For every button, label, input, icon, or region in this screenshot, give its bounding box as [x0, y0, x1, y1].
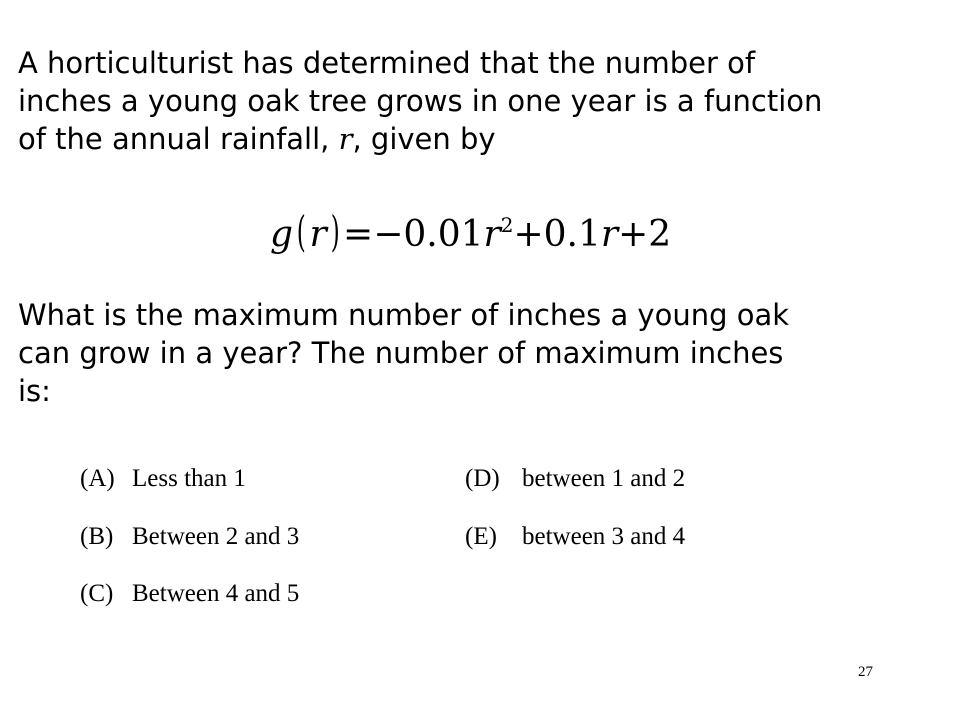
growth-function-equation	[270, 200, 671, 260]
option-c-letter: (C)	[80, 580, 114, 607]
option-d-text: between 1 and 2	[522, 465, 686, 492]
option-b	[80, 522, 299, 552]
equation-close-paren: )	[330, 207, 340, 256]
option-c-text: Between 4 and 5	[132, 580, 300, 607]
equation-constant: +2	[618, 214, 672, 255]
equation-open-paren: (	[296, 207, 306, 256]
option-a	[80, 464, 246, 494]
equation-function-name: g	[270, 214, 294, 255]
question-intro	[18, 44, 948, 158]
rainfall-variable: r	[338, 122, 353, 156]
option-e	[465, 522, 685, 552]
question-line-3-end: , given by	[352, 122, 496, 156]
option-d-letter: (D)	[465, 465, 500, 492]
equation-equals-term: =−0.01	[343, 214, 484, 255]
equation-variable: r	[309, 214, 327, 255]
question-line-2: inches a young oak tree grows in one year is a function	[18, 84, 823, 118]
option-d	[465, 464, 685, 494]
equation-exponent: 2	[500, 213, 514, 237]
equation-linear-coefficient: +0.1	[513, 214, 601, 255]
option-b-letter: (B)	[80, 523, 114, 550]
question-line-3	[18, 120, 948, 158]
option-a-letter: (A)	[80, 465, 115, 492]
option-e-text: between 3 and 4	[522, 523, 686, 550]
option-c	[80, 579, 299, 609]
prompt-line-2: can grow in a year? The number of maximum inches	[18, 336, 784, 370]
page-number: 27	[858, 664, 873, 680]
option-e-letter: (E)	[465, 523, 497, 550]
question-prompt	[18, 296, 948, 410]
prompt-line-1: What is the maximum number of inches a young oak	[18, 298, 790, 332]
question-line-3-start: of the annual rainfall,	[18, 122, 339, 156]
equation-variable-squared: r	[483, 214, 501, 255]
option-a-text: Less than 1	[132, 465, 246, 492]
equation-variable-linear: r	[600, 214, 619, 255]
question-line-1: A horticulturist has determined that the number of	[18, 46, 756, 80]
prompt-line-3: is:	[18, 374, 51, 408]
option-b-text: Between 2 and 3	[132, 523, 300, 550]
